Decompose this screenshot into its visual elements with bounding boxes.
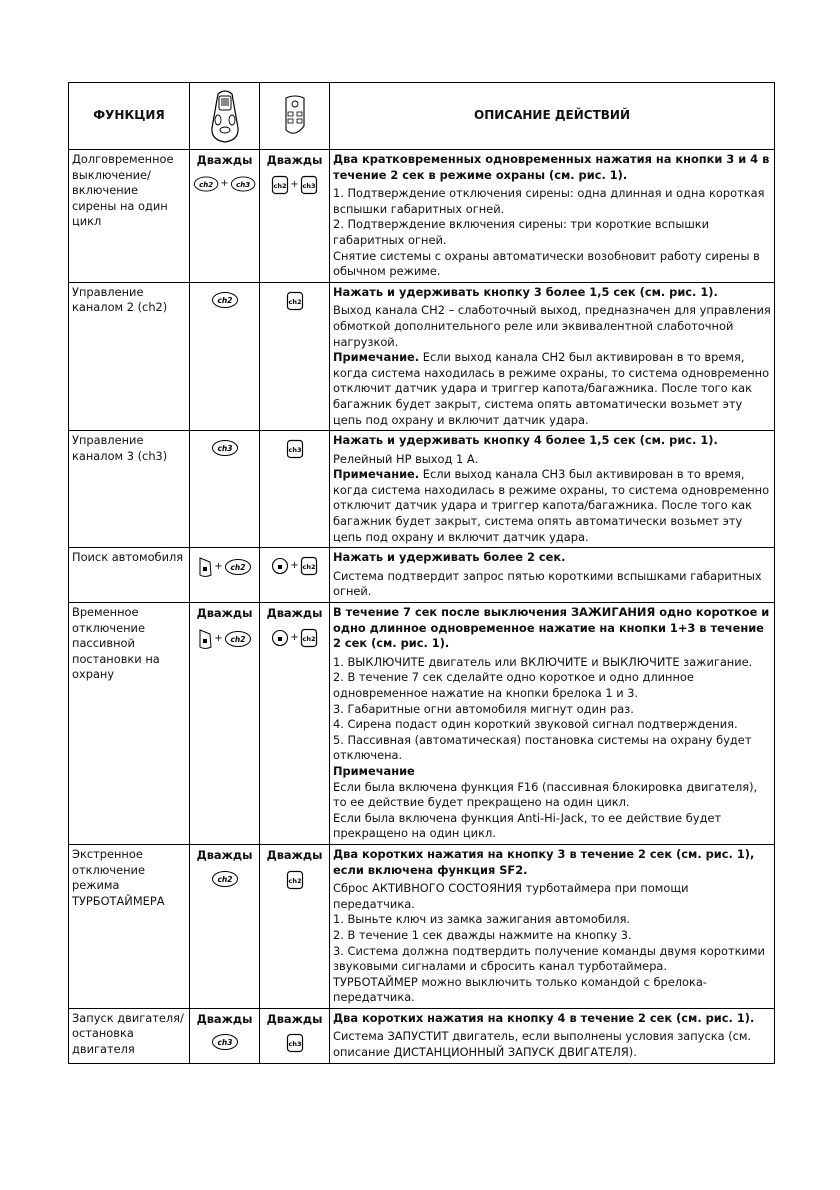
- svg-text:ch2: ch2: [230, 634, 246, 644]
- description-cell: [330, 603, 775, 845]
- description-line: Если была включена функция F16 (пассивная блокировка двигателя), то ее действие будет прекращено на один цикл.: [333, 779, 758, 810]
- svg-text:ch2: ch2: [216, 874, 233, 884]
- button-combination: [193, 1033, 256, 1051]
- header-function: ФУНКЦИЯ: [69, 83, 190, 150]
- ch3-oval-button-icon: [211, 439, 239, 457]
- remote2-cell: [260, 548, 330, 603]
- button-combination: [263, 291, 326, 311]
- description-line: 1. Подтверждение отключения сирены: одна длинная и одна короткая вспышки габаритных огней.: [333, 186, 765, 216]
- button-combination: [263, 439, 326, 459]
- description-line: Снятие системы с охраны автоматически возобновит работу сирены в обычном режиме.: [333, 248, 760, 279]
- press-count-note: Дважды: [266, 847, 323, 862]
- description-line: Система подтвердит запрос пятью короткими вспышками габаритных огней.: [333, 568, 762, 599]
- table-header-row: [69, 83, 775, 150]
- button-combination: [263, 1033, 326, 1053]
- press-count-note: Дважды: [196, 1011, 253, 1026]
- press-count-note: Дважды: [196, 847, 253, 862]
- description-cell: [330, 844, 775, 1008]
- function-name: Временное отключение пассивной постановки на охрану: [69, 603, 190, 845]
- description-line: Нажать и удерживать кнопку 4 более 1,5 сек (см. рис. 1).: [333, 433, 718, 448]
- ch2-square-button-icon: [300, 628, 318, 648]
- round-lock-button-icon: [271, 629, 289, 647]
- header-description: ОПИСАНИЕ ДЕЙСТВИЙ: [330, 83, 775, 150]
- remote1-cell: [190, 844, 260, 1008]
- function-name: Долговременное выключение/ включение сирены на один цикл: [69, 150, 190, 283]
- plus-sign: +: [214, 561, 223, 573]
- header-remote-2: [260, 83, 330, 150]
- remote1-cell: [190, 282, 260, 430]
- ch2-oval-button-icon: [224, 630, 252, 648]
- table-row: [69, 548, 775, 603]
- description-cell: [330, 1008, 775, 1063]
- remote1-cell: [190, 548, 260, 603]
- button-combination: [263, 870, 326, 890]
- description-line: В течение 7 сек после выключения ЗАЖИГАНИЯ одно короткое и одно длинное одновременное нажатие на кнопки 1+3 в течение 2 сек (см. рис. 1).: [333, 605, 770, 651]
- table-row: [69, 431, 775, 548]
- ch2-square-button-icon: [286, 870, 304, 890]
- remote2-cell: [260, 1008, 330, 1063]
- description-line: 4. Сирена подаст один короткий звуковой сигнал подтверждения.: [333, 717, 738, 732]
- description-line: 1. Выньте ключ из замка зажигания автомобиля.: [333, 912, 631, 927]
- remote-fob-1-icon: [208, 88, 242, 144]
- round-lock-button-icon: [271, 557, 289, 575]
- remote2-cell: [260, 844, 330, 1008]
- ch3-oval-button-icon: [230, 175, 256, 193]
- function-table: [68, 82, 775, 1064]
- description-cell: [330, 150, 775, 283]
- note-text: Если выход канала CH2 был активирован в то время, когда система находилась в режиме охраны, то система одновременно отключит датчик удара и триггер капота/багажника. После того как багажник будет закрыт, система опять автоматически возьмет эту цепь под охрану и включит датчик удара.: [333, 350, 770, 427]
- svg-text:ch2: ch2: [302, 563, 316, 572]
- svg-text:ch3: ch3: [287, 446, 302, 455]
- description-line: Если была включена функция Anti-Hi-Jack, то ее действие будет прекращено на один цикл.: [333, 810, 722, 841]
- button-combination: [263, 556, 326, 576]
- description-line: Примечание: [333, 763, 415, 778]
- description-line: 1. ВЫКЛЮЧИТЕ двигатель или ВКЛЮЧИТЕ и ВЫКЛЮЧИТЕ зажигание.: [333, 654, 753, 669]
- table-row: [69, 1008, 775, 1063]
- remote1-cell: [190, 150, 260, 283]
- header-remote-1: [190, 83, 260, 150]
- description-line: ТУРБОТАЙМЕР можно выключить только командой с брелока-передатчика.: [333, 974, 707, 1005]
- function-name: Запуск двигателя/ остановка двигателя: [69, 1008, 190, 1063]
- svg-text:ch3: ch3: [235, 179, 250, 189]
- description-cell: [330, 282, 775, 430]
- remote-fob-2-icon: [280, 94, 310, 138]
- svg-text:ch2: ch2: [230, 563, 246, 573]
- remote1-cell: [190, 1008, 260, 1063]
- button-combination: [193, 870, 256, 888]
- svg-text:ch2: ch2: [302, 634, 316, 643]
- function-name: Экстренное отключение режима ТУРБОТАЙМЕРА: [69, 844, 190, 1008]
- remote1-cell: [190, 603, 260, 845]
- description-line: 2. Подтверждение включения сирены: три короткие вспышки габаритных огней.: [333, 217, 710, 247]
- button-combination: [193, 291, 256, 309]
- plus-sign: +: [290, 178, 299, 190]
- ch3-oval-button-icon: [211, 1033, 239, 1051]
- plus-sign: +: [290, 560, 299, 572]
- ch3-square-button-icon: [286, 1033, 304, 1053]
- plus-sign: +: [214, 632, 223, 644]
- description-line: Выход канала CH2 – слаботочный выход, предназначен для управления обмоткой дополнительного реле или эквивалентной слаботочной нагрузкой.: [333, 303, 771, 349]
- lock-key-button-icon: [197, 628, 213, 650]
- table-row: [69, 603, 775, 845]
- description-line: 3. Габаритные огни автомобиля мигнут один раз.: [333, 701, 634, 716]
- press-count-note: Дважды: [266, 153, 323, 167]
- function-name: Управление каналом 3 (ch3): [69, 431, 190, 548]
- ch2-square-button-icon: [300, 556, 318, 576]
- note-text: Если выход канала CH3 был активирован в то время, когда система находилась в режиме охраны, то система одновременно отключит датчик удара и триггер капота/багажника. После того как багажник будет закрыт, система опять автоматически возьмет эту цепь под охрану и включит датчик удара.: [333, 467, 770, 544]
- description-line: Релейный НР выход 1 А.: [333, 451, 479, 466]
- description-line: Два коротких нажатия на кнопку 4 в течение 2 сек (см. рис. 1).: [333, 1010, 755, 1025]
- description-cell: [330, 431, 775, 548]
- button-combination: [263, 628, 326, 648]
- description-line: 2. В течение 1 сек дважды нажмите на кнопку 3.: [333, 927, 632, 942]
- press-count-note: Дважды: [196, 153, 253, 167]
- description-line: Система ЗАПУСТИТ двигатель, если выполнены условия запуска (см. описание ДИСТАНЦИОННЫЙ ЗАПУСК ДВИГАТЕЛЯ).: [333, 1029, 752, 1060]
- button-combination: [193, 628, 256, 650]
- svg-text:ch3: ch3: [287, 1040, 302, 1049]
- svg-text:ch2: ch2: [287, 876, 302, 885]
- remote1-cell: [190, 431, 260, 548]
- remote2-cell: [260, 282, 330, 430]
- svg-text:ch3: ch3: [216, 444, 233, 454]
- ch3-square-button-icon: [300, 175, 318, 195]
- table-row: [69, 282, 775, 430]
- svg-text:ch2: ch2: [216, 295, 233, 305]
- description-line: Два кратковременных одновременных нажатия на кнопки 3 и 4 в течение 2 сек в режиме охраны (см. рис. 1).: [333, 152, 770, 182]
- svg-text:ch2: ch2: [199, 179, 214, 189]
- description-cell: [330, 548, 775, 603]
- ch2-oval-button-icon: [224, 558, 252, 576]
- svg-text:ch2: ch2: [287, 297, 302, 306]
- svg-text:ch3: ch3: [216, 1038, 233, 1048]
- svg-text:ch2: ch2: [273, 181, 287, 190]
- remote2-cell: [260, 431, 330, 548]
- plus-sign: +: [290, 631, 299, 643]
- description-line: Нажать и удерживать кнопку 3 более 1,5 сек (см. рис. 1).: [333, 284, 718, 299]
- table-row: [69, 844, 775, 1008]
- button-combination: [193, 175, 256, 193]
- description-line: 3. Система должна подтвердить получение команды двумя короткими звуковыми сигналами и сбросить канал турботаймера.: [333, 943, 765, 974]
- ch2-square-button-icon: [286, 291, 304, 311]
- press-count-note: Дважды: [266, 606, 323, 621]
- description-line: Сброс АКТИВНОГО СОСТОЯНИЯ турботаймера при помощи передатчика.: [333, 881, 689, 911]
- ch2-oval-button-icon: [193, 175, 219, 193]
- description-line: [333, 350, 771, 428]
- lock-key-button-icon: [197, 556, 213, 578]
- table-row: [69, 150, 775, 283]
- svg-text:ch3: ch3: [302, 181, 316, 190]
- button-combination: [263, 175, 326, 195]
- note-label: Примечание.: [333, 350, 420, 365]
- button-combination: [193, 439, 256, 457]
- press-count-note: Дважды: [196, 606, 253, 621]
- ch2-oval-button-icon: [211, 291, 239, 309]
- remote2-cell: [260, 603, 330, 845]
- press-count-note: Дважды: [266, 1011, 323, 1026]
- ch3-square-button-icon: [286, 439, 304, 459]
- description-line: [333, 467, 771, 545]
- ch2-oval-button-icon: [211, 870, 239, 888]
- note-label: Примечание.: [333, 467, 420, 482]
- plus-sign: +: [220, 177, 229, 189]
- ch2-square-button-icon: [271, 175, 289, 195]
- description-line: Нажать и удерживать более 2 сек.: [333, 550, 566, 565]
- description-line: 5. Пассивная (автоматическая) постановка системы на охрану будет отключена.: [333, 732, 752, 763]
- description-line: 2. В течение 7 сек сделайте одно короткое и одно длинное одновременное нажатие на кнопки брелока 1 и 3.: [333, 670, 694, 700]
- function-name: Управление каналом 2 (ch2): [69, 282, 190, 430]
- description-line: Два коротких нажатия на кнопку 3 в течение 2 сек (см. рис. 1), если включена функция SF2.: [333, 846, 755, 877]
- remote2-cell: [260, 150, 330, 283]
- button-combination: [193, 556, 256, 578]
- function-name: Поиск автомобиля: [69, 548, 190, 603]
